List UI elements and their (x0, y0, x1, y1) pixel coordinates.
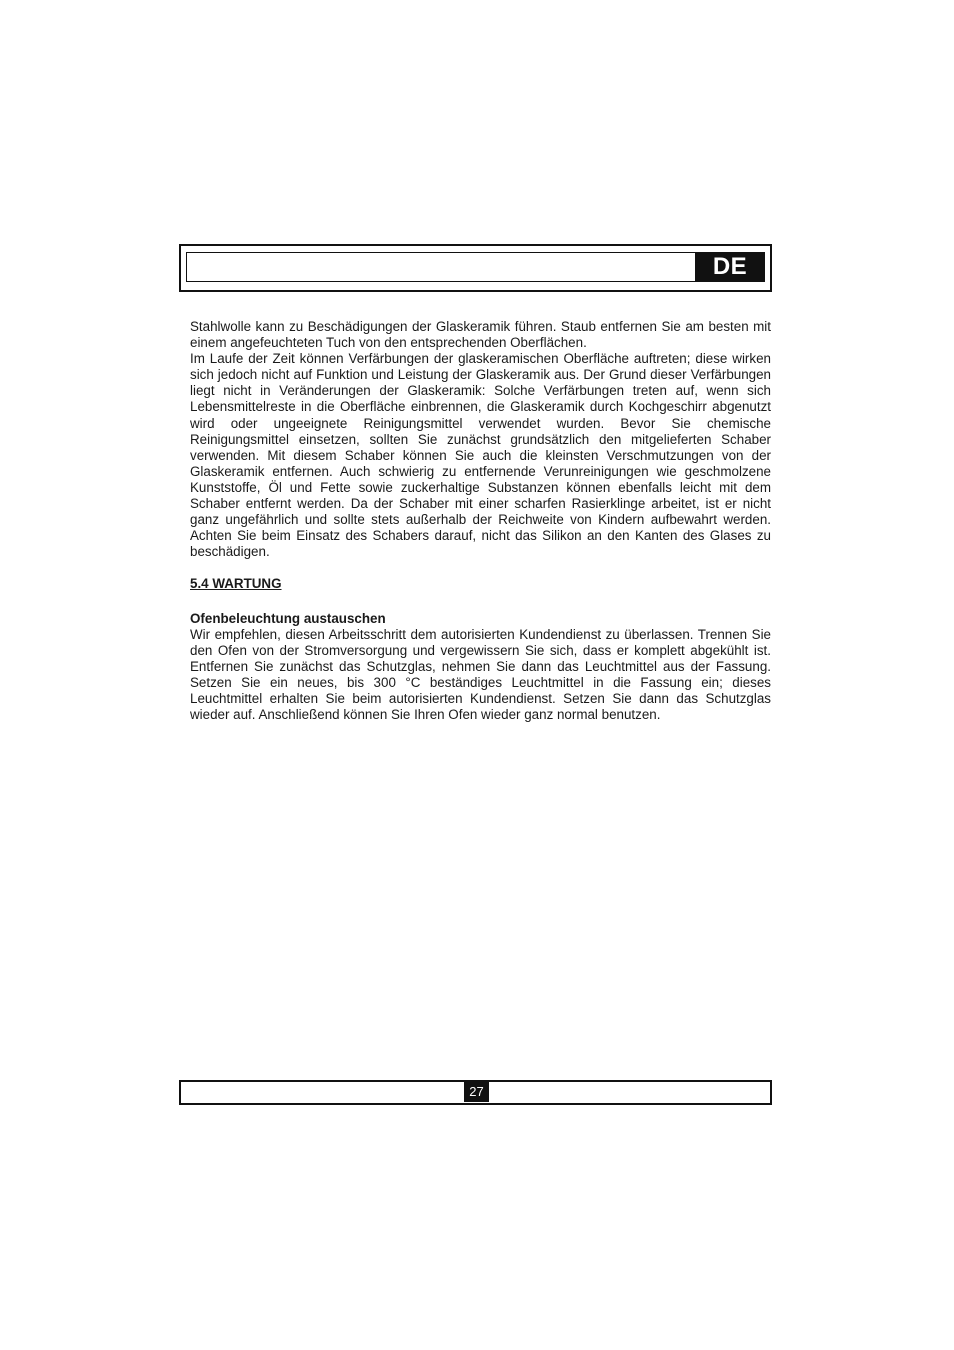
sub-heading-oven-light: Ofenbeleuchtung austauschen (190, 610, 386, 626)
language-badge: DE (695, 252, 765, 282)
header-inner-box (186, 252, 762, 282)
paragraph-discoloration: Im Laufe der Zeit können Verfärbungen der glaskeramischen Oberfläche auftreten; diese wirken sich jedoch nicht auf Funktion und Leistung der Glaskeramik aus. Der Grund dieser Verfärbungen liegt nicht in Veränderungen der Glaskeramik: Solche Verfärbungen treten auf, wenn sich Lebensmittelreste in die Oberfläche einbrennen, die Glaskeramik durch Kochgeschirr abgenutzt wird oder ungeeignete Reinigungsmittel verwendet wurden. Bevor Sie chemische Reinigungsmittel einsetzen, sollten Sie zunächst grundsätzlich den mitgelieferten Schaber verwenden. Mit diesem Schaber können Sie auch die kleinsten Verschmutzungen von der Glaskeramik entfernen. Auch schwierig zu entfernende Verunreinigungen wie geschmolzene Kunststoffe, Öl und Fette sowie zuckerhaltige Substanzen können ebenfalls leicht mit dem Schaber entfernt werden. Da der Schaber mit einer scharfen Rasierklinge arbeitet, ist er nicht ganz ungefährlich und sollte stets außerhalb der Reichweite von Kindern aufbewahrt werden. Achten Sie beim Einsatz des Schabers darauf, nicht das Silikon an den Kanten des Glases zu beschädigen. (190, 351, 771, 560)
paragraph-oven-light: Wir empfehlen, diesen Arbeitsschritt dem autorisierten Kundendienst zu überlassen. Trennen Sie den Ofen von der Stromversorgung und vergewissern Sie sich, dass er komplett abgekühlt ist. Entfernen Sie zunächst das Schutzglas, nehmen Sie dann das Leuchtmittel aus der Fassung. Setzen Sie ein neues, bis 300 °C beständiges Leuchtmittel in die Fassung ein; dieses Leuchtmittel erhalten Sie beim autorisierten Kundendienst. Setzen Sie dann das Schutzglas wieder auf. Anschließend können Sie Ihren Ofen wieder ganz normal benutzen. (190, 626, 771, 723)
header-frame (179, 244, 772, 292)
document-body (190, 319, 771, 723)
page-number: 27 (464, 1081, 489, 1102)
section-heading-maintenance: 5.4 WARTUNG (190, 576, 282, 592)
paragraph-steel-wool: Stahlwolle kann zu Beschädigungen der Glaskeramik führen. Staub entfernen Sie am besten mit einem angefeuchteten Tuch von den entsprechenden Oberflächen. (190, 319, 771, 351)
